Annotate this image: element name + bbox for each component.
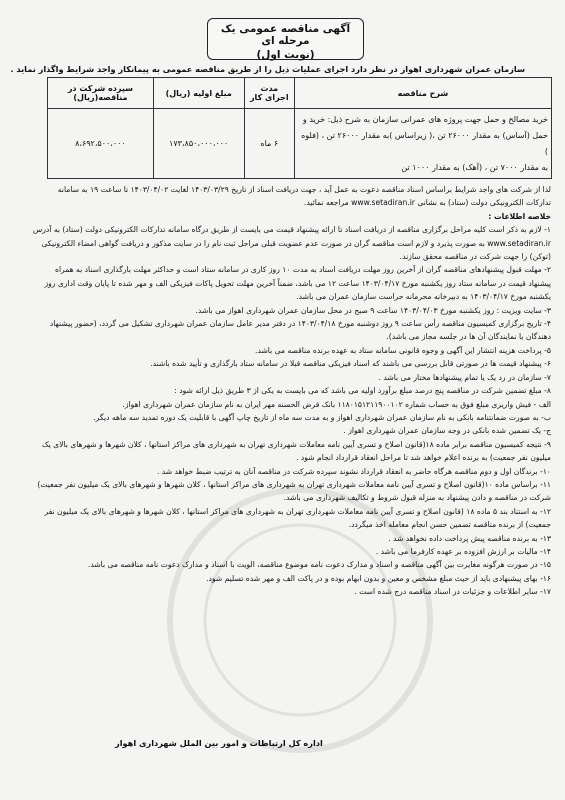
header-initial-amount: مبلغ اولیه (ریال) (153, 78, 244, 109)
body-line: خلاصه اطلاعات : (488, 211, 551, 221)
body-line: الف - فیش واریزی مبلغ فوق به حساب شماره ۱۱۸۰۱۵۱۲۱۱۹۰۰۱۰۲ بانک قرض الحسنه مهر ایران به نام سازمان عمران شهرداری اهواز. (122, 399, 551, 409)
cell-duration: ۶ ماه (244, 109, 294, 179)
body-line: لذا از شرکت های واجد شرایط براساس اسناد مناقصه دعوت به عمل آید ، جهت دریافت اسناد از تاریخ ۱۴۰۳/۰۳/۲۹ لغایت ۱۴۰۳/۰۴/۰۲ تا ساعت ۱۹ به سامانه (57, 185, 551, 194)
header-duration: مدت اجرای کار (244, 78, 294, 109)
body-line: تدارکات الکترونیکی دولت (ستاد) به نشانی www.setadiran.ir مراجعه نمائید. (303, 198, 551, 208)
body-line: ۱۶- بهای پیشنهادی باید از حیث مبلغ مشخص و معین و بدون ابهام بوده و در پاکت الف و مهر شده تسلیم شود. (206, 573, 551, 583)
header-description: شرح مناقصه (294, 78, 551, 109)
issuer-footer: اداره کل ارتباطات و امور بین الملل شهرداری اهواز (115, 738, 323, 748)
body-line: ۶- پیشنهاد قیمت ها در صورتی قابل بررسی می باشند که اسناد فیزیکی مناقصه قبلا در سامانه ستاد بارگذاری و تأیید شده باشند. (150, 359, 551, 369)
cell-deposit: ۸،۶۹۲،۵۰۰،۰۰۰ (48, 109, 154, 179)
notice-title: آگهی مناقصه عمومی یک مرحله ای (220, 23, 351, 47)
body-line: ۱۱- براساس ماده ۱۰(قانون اصلاح و تسری آیین نامه معاملات شهرداری تهران به شهرداری های مراکز استانها ، کلان شهرها و شهرهای بالای یک میلیون نفر جمعیت) (37, 479, 551, 489)
body-line: شرکت در مناقصه و دادن پیشنهاد به منزله قبول شروط و تکالیف شهرداری می باشد. (283, 493, 551, 503)
body-line: یکشنبه مورخ ۱۴۰۳/۰۴/۱۷ به دبیرخانه محرمانه حراست سازمان عمران می باشد. (296, 292, 551, 302)
body-line: ۱۷- سایر اطلاعات و جزئیات در اسناد مناقصه درج شده است . (354, 587, 551, 597)
body-line: ۳- سایت ویزیت : روز یکشنبه مورخ ۱۴۰۳/۰۴/۰۳ ساعت ۹ صبح در محل سازمان عمران شهرداری اهواز می باشد. (195, 305, 551, 315)
body-line: ۴- تاریخ برگزاری کمیسیون مناقصه رأس ساعت ۹ روز دوشنبه مورخ ۱۴۰۳/۰۴/۱۸ در دفتر مدیر عامل سازمان عمران شهرداری تشکیل می گردد، (حضور پیشنهاد (49, 319, 551, 329)
header-deposit: سپرده شرکت در مناقصه(ریال) (48, 78, 154, 109)
body-line: www.setadiran.ir به صورت پذیرد و لازم است مناقصه گران در صورت عدم عضویت قبلی مراحل ثبت نام را در سایت مذکور و دریافت گواهی امضاء الکترونیکی (41, 238, 551, 248)
tender-table (47, 77, 552, 179)
notice-body (33, 183, 551, 599)
body-line: پیشنهاد قیمت در سامانه ستاد روز یکشنبه مورخ ۱۴۰۳/۰۴/۱۷ ساعت ۱۲ می باشد، ضمناً آخرین مهلت تحویل پاکات فیزیکی الف و مهر شده تا پایان وقت اداری روز (44, 278, 551, 288)
body-line: ۸- مبلغ تضمین شرکت در مناقصه پنج درصد مبلغ برآورد اولیه می باشد که می بایست به یکی از ۳ طریق ذیل ارائه شود : (174, 386, 551, 396)
body-line: ۱۰- برندگان اول و دوم مناقصه هرگاه حاضر به انعقاد قرارداد نشوند سپرده شرکت در مناقصه آنان به ترتیب ضبط خواهد شد . (156, 466, 551, 476)
body-line: ج- یک تضمین شده بانکی در وجه سازمان عمران شهرداری اهواز . (343, 426, 551, 436)
cell-initial-amount: ۱۷۳،۸۵۰،۰۰۰،۰۰۰ (153, 109, 244, 179)
body-line: (توکن) را جهت شرکت در مناقصه محقق سازند. (399, 252, 551, 262)
intro-text: سازمان عمران شهرداری اهواز در نظر دارد اجرای عملیات ذیل را از طریق مناقصه عمومی به پیمانکار واجد شرایط واگذار نماید . (10, 64, 525, 74)
cell-description: خرید مصالح و حمل جهت پروژه های عمرانی سازمان به شرح ذیل: خرید و حمل (آساس) به مقدار ۲۶۰۰۰ تن ،( زیراساس )به مقدار ۲۶۰۰۰ تن ، (فلوه ) به مقدار ۷۰۰۰ تن ، (آهک) به مقدار ۱۰۰۰ تن (294, 109, 551, 179)
body-line: ۱۲- به استناد بند ۵ ماده ۱۸ (قانون اصلاح و تسری آیین نامه معاملات شهرداری تهران به شهرداری های مراکز استانها ، کلان شهرها و شهرهای بالای یک میلیون نفر (44, 506, 551, 516)
body-line: میلیون نفر جمعیت) به برنده اعلام خواهد شد تا مراحل انعقاد قرارداد انجام شود . (296, 453, 551, 463)
body-line: ۹- نتیجه کمیسیون مناقصه برابر ماده ۱۸(قانون اصلاح و تسری آیین نامه معاملات شهرداری تهران به شهرداری های مراکز استانها ، کلان شهرها و شهرهای بالای یک (41, 439, 551, 449)
notice-title-box (207, 18, 364, 60)
body-line: ۲- مهلت قبول پیشنهادهای مناقصه گران از آخرین روز مهلت دریافت اسناد به مدت ۱۰ روز کاری در سامانه ستاد است و حداکثر مهلت بارگذاری اسناد به همراه (54, 265, 551, 275)
body-line: ۱۳- به برنده مناقصه پیش پرداخت داده نخواهد شد . (388, 533, 551, 543)
body-line: دهندگان یا نمایندگان آن ها در جلسه مجاز می باشد). (386, 332, 551, 342)
body-line: ۵- پرداخت هزینه انتشار این آگهی و وجوه قانونی سامانه ستاد به عهده برنده مناقصه می باشد. (255, 345, 551, 355)
body-line: ۷- سازمان در رد یک یا تمام پیشنهادها مختار می باشد . (378, 372, 551, 382)
body-line: جمعیت) از برنده مناقصه تضمین حسن انجام معامله اخذ میگردد. (348, 520, 551, 530)
table-row (48, 109, 552, 179)
notice-round: (نوبت اول) (256, 49, 315, 61)
body-line: ۱۵- در صورت هرگونه مغایرت بین آگهی مناقصه و اسناد و مدارک دعوت نامه موضوع مناقصه، الویت با اسناد و مدارک دعوت نامه مناقصه می باشد. (87, 560, 551, 570)
body-line: ۱۴- مالیات بر ارزش افزوده بر عهده کارفرما می باشد . (375, 546, 551, 556)
body-line: ۱- لازم به ذکر است کلیه مراحل برگزاری مناقصه از دریافت اسناد تا ارائه پیشنهاد قیمت می بایست از طریق درگاه سامانه تدارکات الکترونیکی دولت (ستاد) به آدرس (33, 225, 551, 235)
body-line: ب- به صورت ضمانتنامه بانکی به نام سازمان عمران شهرداری اهواز و به مدت سه ماه از تاریخ چاپ آگهی با قابلیت یک دوره تمدید سه ماهه دیگر. (93, 412, 551, 422)
table-header-row (48, 78, 552, 109)
